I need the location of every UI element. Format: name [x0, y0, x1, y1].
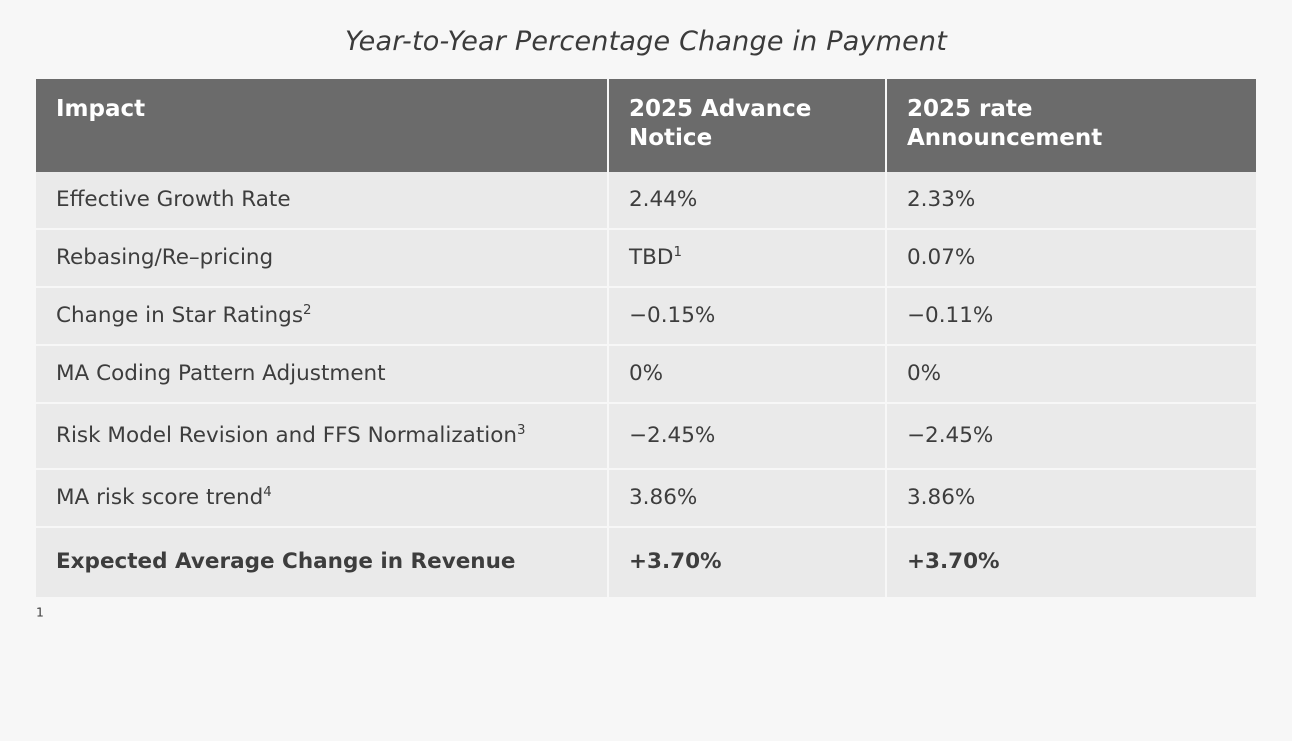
row-label-text: Effective Growth Rate: [56, 186, 291, 212]
row-label: [36, 403, 608, 469]
column-header-impact: [36, 79, 608, 172]
row-label: [36, 172, 608, 229]
rate-comparison-table: [36, 79, 1256, 597]
row-label: [36, 229, 608, 287]
row-label-text: Expected Average Change in Revenue: [56, 548, 516, 574]
table-row: [36, 287, 1256, 345]
cell-advance-notice: 3.86%: [608, 469, 886, 527]
column-header-impact-line1: Impact: [56, 96, 146, 122]
footnote-marker: 3: [517, 422, 526, 438]
footnote-area: [36, 605, 1256, 629]
table-header: [36, 79, 1256, 172]
row-label-text: Risk Model Revision and FFS Normalization: [56, 422, 518, 448]
page-title: Year-to-Year Percentage Change in Payment: [344, 26, 948, 57]
cell-rate-announcement: 0%: [886, 345, 1256, 403]
row-label: [36, 469, 608, 527]
cell-advance-notice: 0%: [608, 345, 886, 403]
table-body: [36, 172, 1256, 598]
rate-comparison-table-wrapper: [36, 79, 1256, 597]
row-label-text: Change in Star Ratings: [56, 302, 304, 328]
table-row: [36, 345, 1256, 403]
column-header-rate-announcement-line1: 2025 rate: [907, 96, 1033, 122]
cell-advance-notice: [608, 229, 886, 287]
cell-advance-notice: −0.15%: [608, 287, 886, 345]
table-row: [36, 172, 1256, 229]
column-header-advance-notice: [608, 79, 886, 172]
column-header-advance-notice-line2: Notice: [629, 125, 713, 152]
cell-advance-notice: 2.44%: [608, 172, 886, 229]
row-label-text: MA risk score trend: [56, 484, 264, 510]
cell-advance-notice-text: TBD: [629, 244, 674, 270]
row-label: [36, 287, 608, 345]
cell-advance-notice: −2.45%: [608, 403, 886, 469]
column-header-rate-announcement: [886, 79, 1256, 172]
row-label: [36, 527, 608, 598]
row-label: [36, 345, 608, 403]
cell-rate-announcement: 3.86%: [886, 469, 1256, 527]
footnote-marker-1: [36, 605, 44, 629]
footnote-marker: 2: [303, 302, 312, 318]
table-row-total: [36, 527, 1256, 598]
cell-rate-announcement: −2.45%: [886, 403, 1256, 469]
cell-rate-announcement: 0.07%: [886, 229, 1256, 287]
table-row: [36, 403, 1256, 469]
cell-rate-announcement: 2.33%: [886, 172, 1256, 229]
cell-rate-announcement: +3.70%: [886, 527, 1256, 598]
footnote-marker: 4: [263, 484, 272, 500]
footnote-marker: 1: [673, 244, 682, 260]
cell-rate-announcement: −0.11%: [886, 287, 1256, 345]
column-header-advance-notice-line1: 2025 Advance: [629, 96, 812, 122]
table-header-row: [36, 79, 1256, 172]
row-label-text: Rebasing/Re–pricing: [56, 244, 274, 270]
footnote-marker-1-text: 1: [36, 605, 44, 620]
column-header-rate-announcement-line2: Announcement: [907, 125, 1103, 152]
table-row: [36, 469, 1256, 527]
cell-advance-notice: +3.70%: [608, 527, 886, 598]
row-label-text: MA Coding Pattern Adjustment: [56, 360, 386, 386]
table-row: [36, 229, 1256, 287]
